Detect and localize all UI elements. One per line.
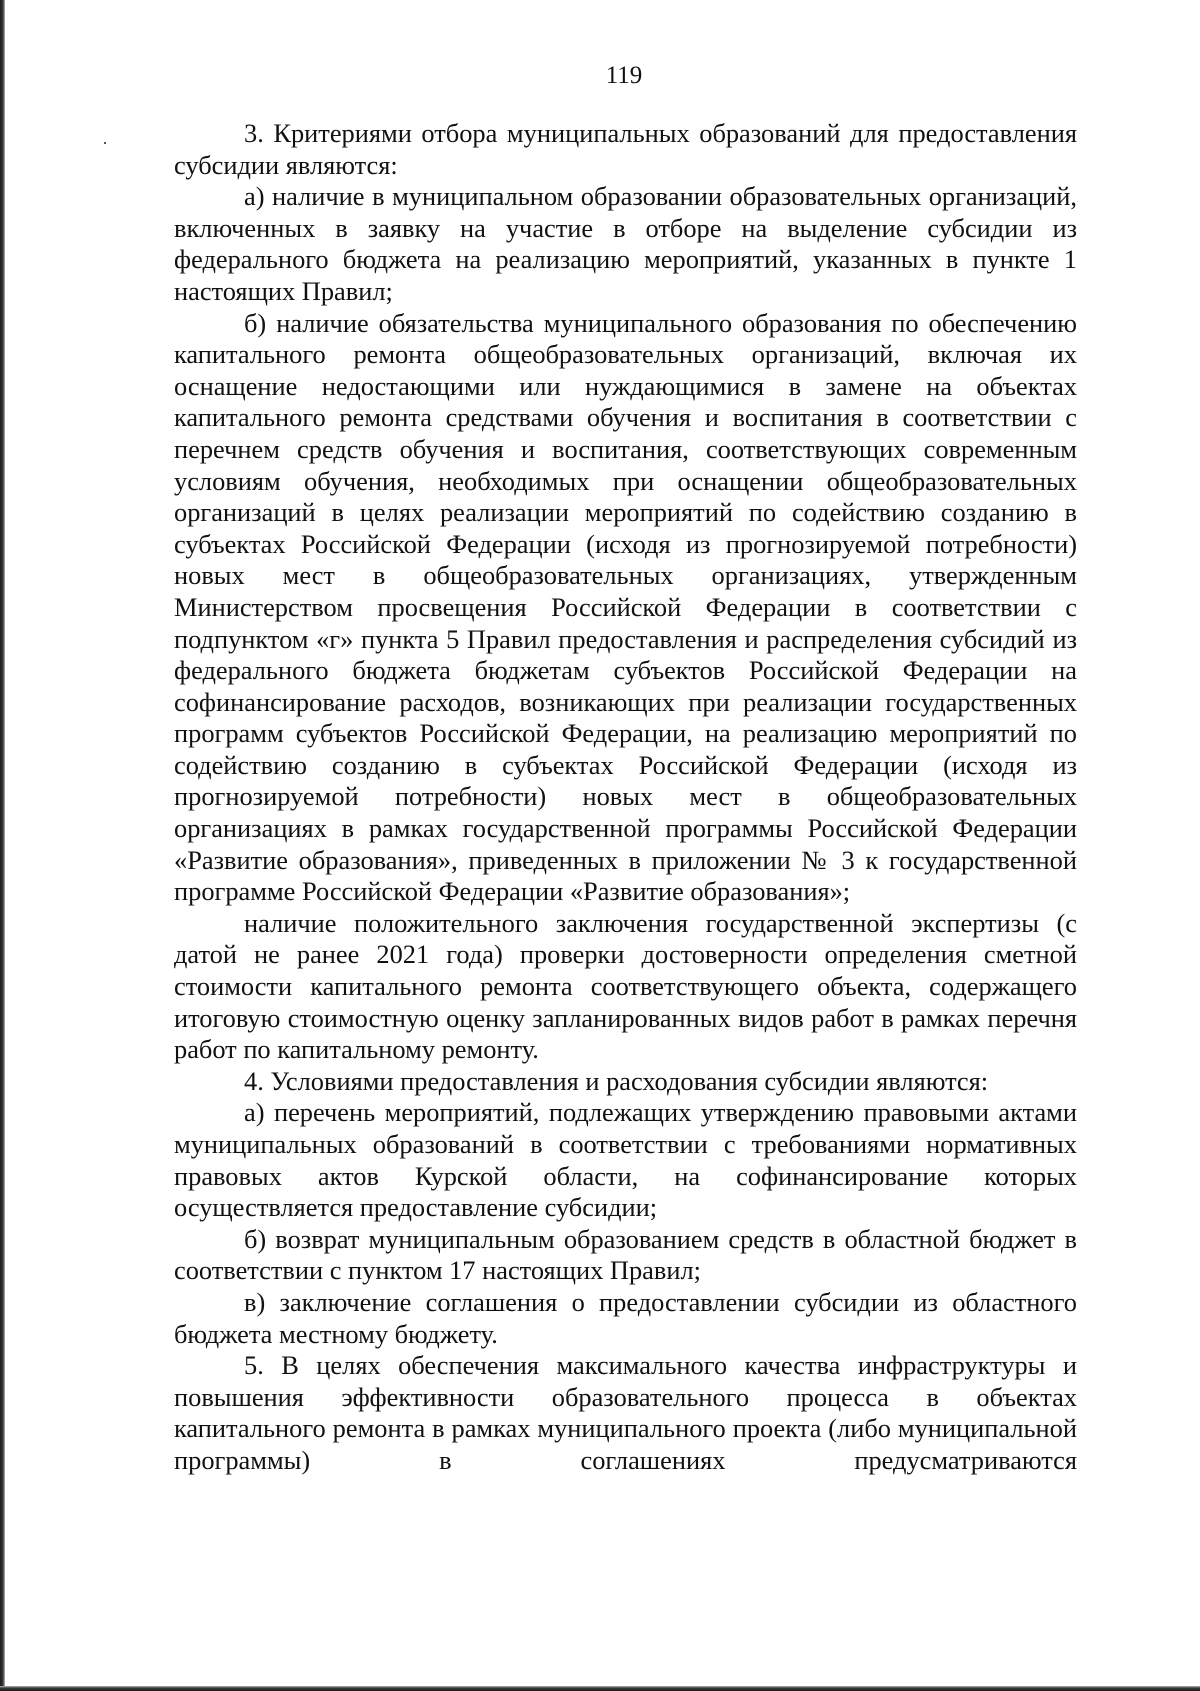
paragraph-3-expertise: наличие положительного заключения государственной экспертизы (с датой не ранее 2021 года) проверки достоверности определения сметной стоимости капитального ремонта соответствующего объекта, содержащего итоговую стоимостную оценку запланированных видов работ в рамках перечня работ по капитальному ремонту. [174, 907, 1077, 1065]
paragraph-4-conditions: 4. Условиями предоставления и расходования субсидии являются: [244, 1065, 989, 1096]
page-number: 119 [605, 62, 643, 89]
paragraph-4b: б) возврат муниципальным образованием средств в областной бюджет в соответствии с пунктом 17 настоящих Правил; [174, 1223, 1077, 1286]
paragraph-4a: а) перечень мероприятий, подлежащих утверждению правовыми актами муниципальных образований в соответствии с требованиями нормативных правовых актов Курской области, на софинансирование которых осуществляется предоставление субсидии; [174, 1097, 1077, 1223]
paragraph-3-criteria: 3. Критериями отбора муниципальных образований для предоставления субсидии являются: [174, 118, 1077, 180]
scan-left-edge [0, 0, 5, 1691]
scan-bottom-edge [0, 1686, 1200, 1691]
paragraph-3b: б) наличие обязательства муниципального образования по обеспечению капитального ремонта общеобразовательных организаций, включая их оснащение недостающими или нуждающимися в замене на объектах капитального ремонта средствами обучения и воспитания в соответствии с перечнем средств обучения и воспитания, соответствующих современным условиям обучения, необходимых при оснащении общеобразовательных организаций в целях реализации мероприятий по содействию созданию в субъектах Российской Федерации (исходя из прогнозируемой потребности) новых мест в общеобразовательных организациях, утвержденным Министерством просвещения Российской Федерации в соответствии с подпунктом «г» пункта 5 Правил предоставления и распределения субсидий из федерального бюджета бюджетам субъектов Российской Федерации на софинансирование расходов, возникающих при реализации государственных программ субъектов Российской Федерации, на реализацию мероприятий по содействию созданию в субъектах Российской Федерации (исходя из прогнозируемой потребности) новых мест в общеобразовательных организациях в рамках государственной программы Российской Федерации «Развитие образования», приведенных в приложении № 3 к государственной программе Российской Федерации «Развитие образования»; [174, 307, 1077, 907]
paragraph-3a: а) наличие в муниципальном образовании образовательных организаций, включенных в заявку на участие в отборе на выделение субсидии из федерального бюджета на реализацию мероприятий, указанных в пункте 1 настоящих Правил; [174, 181, 1077, 306]
paragraph-4c: в) заключение соглашения о предоставлении субсидии из областного бюджета местному бюджету. [174, 1286, 1077, 1349]
scan-speck [104, 142, 106, 144]
document-body [174, 118, 1077, 1477]
paragraph-5: 5. В целях обеспечения максимального качества инфраструктуры и повышения эффективности образовательного процесса в объектах капитального ремонта в рамках муниципального проекта (либо муниципальной программы) в соглашениях предусматриваются [174, 1350, 1077, 1475]
